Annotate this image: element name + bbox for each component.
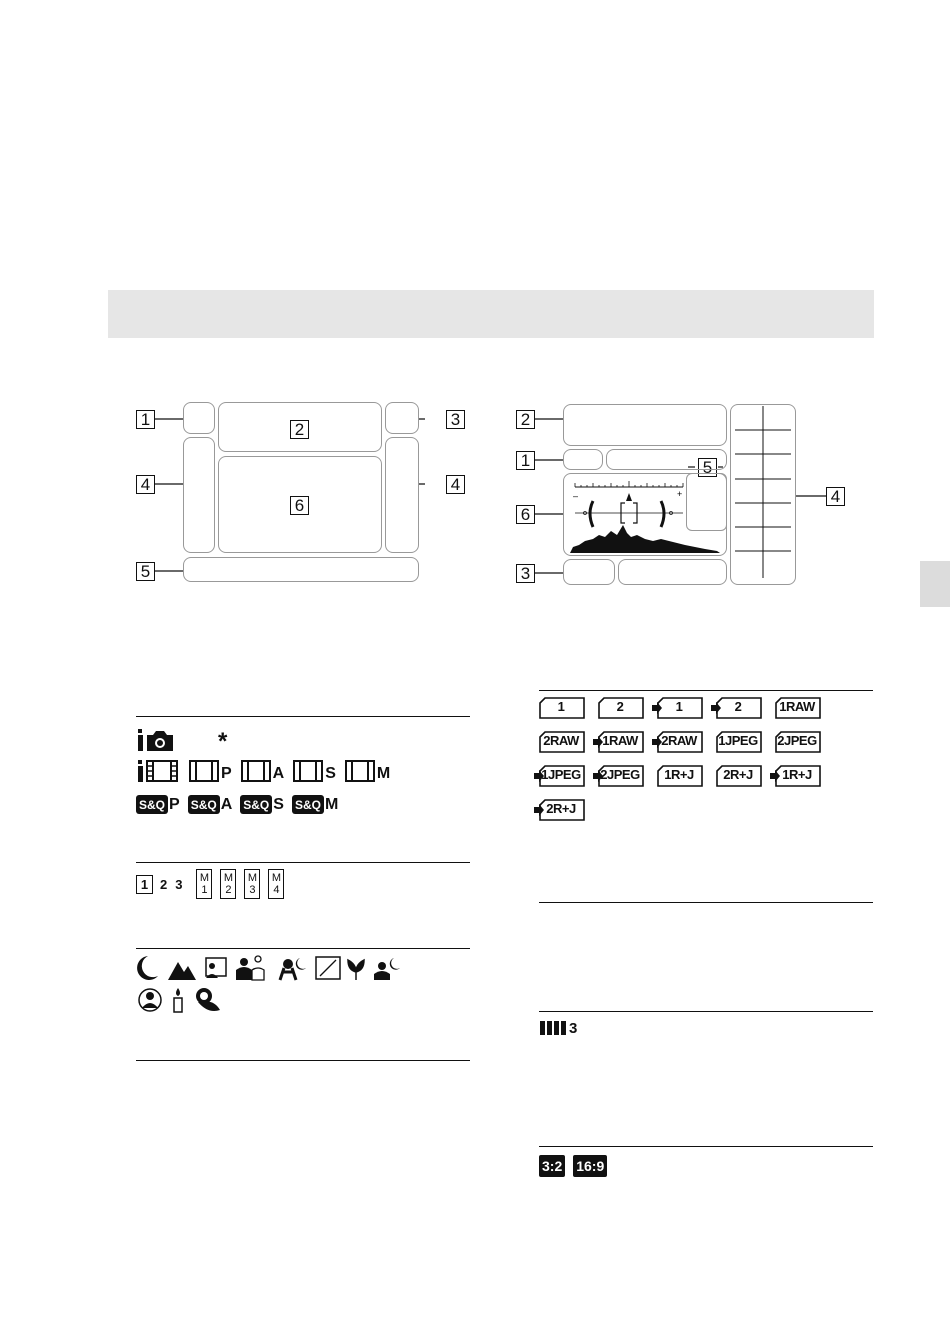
area-4-right-box	[385, 437, 419, 553]
media-card-icon: 1	[657, 697, 701, 718]
area-1-box	[563, 449, 603, 470]
label-2: 2	[290, 420, 309, 439]
macro-icon	[348, 960, 364, 980]
sq-a-icon: S&Q	[188, 795, 220, 814]
section-header-band	[108, 290, 874, 338]
divider	[136, 716, 470, 717]
media-card-icon: 2RAW	[657, 731, 701, 752]
memory-m1-icon: M 1	[196, 869, 212, 899]
label-1: 1	[136, 410, 155, 429]
media-card-icon: 2JPEG	[598, 765, 642, 786]
recall-num-3: 3	[175, 876, 183, 892]
label-4-left: 4	[136, 475, 155, 494]
memory-m4-icon: M 4	[268, 869, 284, 899]
asterisk-mark: *	[218, 728, 228, 755]
sports-icon	[280, 958, 306, 980]
recall-memory-row	[136, 868, 292, 900]
movie-mode-row	[136, 757, 398, 783]
area-2-box	[563, 404, 727, 446]
movie-sub-m: M	[376, 765, 391, 782]
media-card-icon: 2R+J	[539, 799, 583, 820]
area-6-box	[218, 456, 382, 553]
battery-row	[539, 1018, 577, 1038]
area-4-grid	[733, 406, 795, 584]
movie-a-icon	[240, 759, 272, 783]
meter-plus: +	[677, 489, 683, 499]
battery-icon	[539, 1020, 573, 1036]
backlight-icon	[316, 957, 340, 979]
divider	[539, 1146, 873, 1147]
area-1-box	[183, 402, 215, 434]
battery-count: 3	[569, 1019, 578, 1037]
divider	[539, 902, 873, 903]
aspect-16-9-icon: 16:9	[573, 1155, 607, 1177]
sq-mode-row	[136, 788, 346, 814]
memory-m2-icon: M 2	[220, 869, 236, 899]
auto-mode-row	[136, 724, 228, 755]
movie-sub-p: P	[221, 765, 232, 782]
sq-s-icon: S&Q	[240, 795, 272, 814]
label-3: 3	[446, 410, 465, 429]
sq-p-icon: S&Q	[136, 795, 168, 814]
recall-num-2: 2	[160, 876, 168, 892]
media-card-icon: 1RAW	[775, 697, 819, 718]
handheld-night-icon	[374, 958, 400, 980]
area-3-box	[385, 402, 419, 434]
label-6: 6	[516, 505, 535, 524]
movie-sub-a: A	[272, 765, 285, 782]
movie-m-icon	[344, 759, 376, 783]
label-3: 3	[516, 564, 535, 583]
intelligent-auto-movie-icon	[136, 759, 180, 783]
memory-m3-icon: M 3	[244, 869, 260, 899]
sq-sub-s: S	[273, 796, 284, 813]
sq-sub-m: M	[324, 796, 339, 813]
exposure-meter-histogram	[565, 475, 725, 555]
media-card-icon: 1	[539, 697, 583, 718]
sq-sub-a: A	[220, 796, 233, 813]
divider	[136, 1060, 470, 1061]
media-card-icon: 1RAW	[598, 731, 642, 752]
label-6: 6	[290, 496, 309, 515]
media-card-icon: 2R+J	[716, 765, 760, 786]
media-card-icon: 1JPEG	[539, 765, 583, 786]
landscape-icon	[168, 962, 196, 980]
candle-icon	[174, 988, 182, 1012]
sq-sub-p: P	[169, 796, 180, 813]
sq-m-icon: S&Q	[292, 795, 324, 814]
divider	[136, 862, 470, 863]
movie-s-icon	[292, 759, 324, 783]
label-4-right: 4	[446, 475, 465, 494]
label-5: 5	[136, 562, 155, 581]
face-icon	[139, 989, 161, 1011]
area-5-box	[183, 557, 419, 582]
portrait-icon	[236, 956, 264, 980]
media-card-icon: 2RAW	[539, 731, 583, 752]
aspect-3-2-icon: 3:2	[539, 1155, 565, 1177]
area-2-box	[218, 402, 382, 452]
baby-icon	[196, 988, 220, 1011]
media-card-icon: 1R+J	[657, 765, 701, 786]
intelligent-auto-icon	[136, 726, 180, 752]
movie-p-icon	[188, 759, 220, 783]
divider	[539, 690, 873, 691]
aspect-ratio-row	[539, 1154, 615, 1178]
divider	[136, 948, 470, 949]
label-1: 1	[516, 451, 535, 470]
label-4: 4	[826, 487, 845, 506]
media-card-icon: 1R+J	[775, 765, 819, 786]
media-card-icon: 2	[598, 697, 642, 718]
chapter-tab	[920, 561, 950, 607]
night-portrait-icon	[206, 958, 226, 978]
night-scene-icon	[137, 956, 158, 980]
area-5-box	[606, 449, 727, 470]
media-card-icon: 1JPEG	[716, 731, 760, 752]
media-card-icon: 2JPEG	[775, 731, 819, 752]
label-5: 5	[698, 458, 717, 477]
media-card-icon: 2	[716, 697, 760, 718]
divider	[539, 1011, 873, 1012]
area-4-left-box	[183, 437, 215, 553]
recall-num-1: 1	[136, 875, 153, 894]
scene-icons	[136, 954, 436, 1014]
label-2: 2	[516, 410, 535, 429]
meter-minus: –	[573, 491, 579, 501]
movie-sub-s: S	[325, 765, 336, 782]
area-3b-box	[618, 559, 727, 585]
area-3-box	[563, 559, 615, 585]
